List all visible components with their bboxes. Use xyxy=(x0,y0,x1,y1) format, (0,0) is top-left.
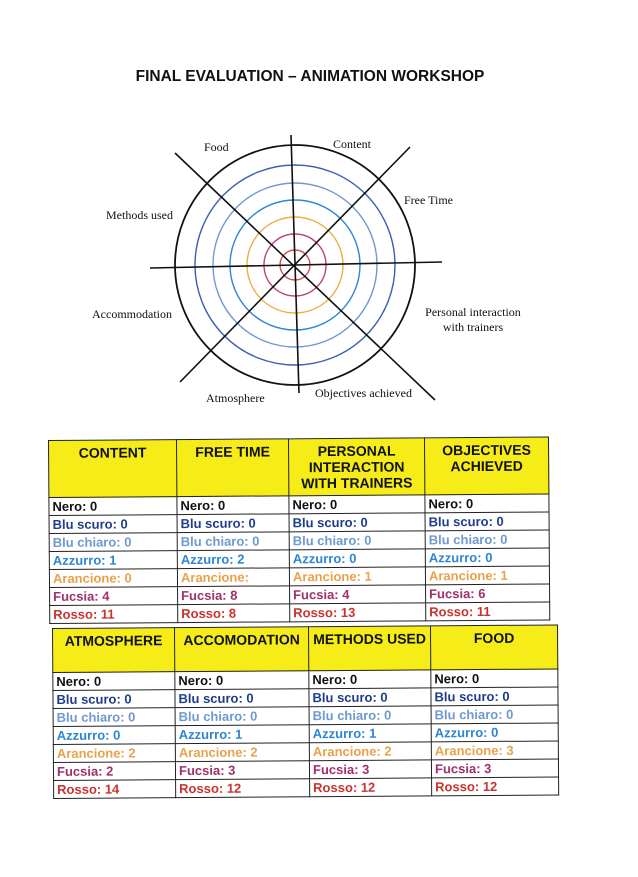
score-cell: Arancione: 2 xyxy=(175,743,309,762)
score-cell: Blu chiaro: 0 xyxy=(425,530,549,549)
evaluation-table-1 xyxy=(48,437,550,624)
score-cell: Blu chiaro: 0 xyxy=(53,708,175,727)
score-cell: Arancione: 0 xyxy=(49,569,177,588)
score-cell: Blu chiaro: 0 xyxy=(177,532,289,551)
header-methods: METHODS USED xyxy=(308,626,430,671)
score-cell: Nero: 0 xyxy=(49,497,177,516)
score-cell: Arancione: 2 xyxy=(309,742,431,761)
table-row xyxy=(54,777,559,799)
score-cell: Rosso: 11 xyxy=(50,605,178,624)
header-free-time: FREE TIME xyxy=(177,439,289,497)
score-cell: Arancione: 1 xyxy=(425,566,549,585)
header-accomodation: ACCOMODATION xyxy=(175,627,309,672)
target-spokes xyxy=(150,135,442,400)
score-cell: Blu scuro: 0 xyxy=(53,690,175,709)
score-cell: Blu scuro: 0 xyxy=(49,515,177,534)
header-food: FOOD xyxy=(430,625,557,670)
score-cell: Arancione: 1 xyxy=(289,567,425,586)
score-cell: Rosso: 12 xyxy=(432,777,559,796)
score-cell: Rosso: 13 xyxy=(290,603,426,622)
table-row xyxy=(50,602,550,623)
score-cell: Rosso: 14 xyxy=(54,780,176,799)
score-cell: Blu chiaro: 0 xyxy=(431,705,558,724)
label-accommodation: Accommodation xyxy=(92,307,172,321)
score-cell: Rosso: 12 xyxy=(310,778,432,797)
score-cell: Azzurro: 1 xyxy=(175,725,309,744)
header-atmosphere: ATMOSPHERE xyxy=(53,628,175,673)
score-cell: Blu scuro: 0 xyxy=(289,513,425,532)
score-cell: Rosso: 11 xyxy=(426,602,550,621)
header-objectives: OBJECTIVES ACHIEVED xyxy=(424,437,548,495)
score-cell: Fucsia: 6 xyxy=(426,584,550,603)
score-cell: Blu scuro: 0 xyxy=(175,689,309,708)
score-cell: Blu scuro: 0 xyxy=(425,512,549,531)
score-cell: Fucsia: 4 xyxy=(290,585,426,604)
score-cell: Blu chiaro: 0 xyxy=(289,531,425,550)
score-cell: Blu scuro: 0 xyxy=(431,687,558,706)
score-cell: Nero: 0 xyxy=(431,669,558,688)
score-cell: Azzurro: 0 xyxy=(425,548,549,567)
score-cell: Nero: 0 xyxy=(53,672,175,691)
score-cell: Fucsia: 3 xyxy=(309,760,431,779)
score-cell: Azzurro: 0 xyxy=(53,726,175,745)
score-cell: Azzurro: 1 xyxy=(309,724,431,743)
evaluation-table-2 xyxy=(52,624,559,799)
label-atmosphere: Atmosphere xyxy=(206,391,265,405)
label-personal: Personal interaction with trainers xyxy=(425,305,521,334)
label-content: Content xyxy=(333,137,371,151)
score-cell: Blu chiaro: 0 xyxy=(309,706,431,725)
score-cell: Arancione: 2 xyxy=(53,744,175,763)
score-cell: Arancione: 3 xyxy=(431,741,558,760)
score-cell: Nero: 0 xyxy=(177,496,289,515)
score-cell: Blu chiaro: 0 xyxy=(175,707,309,726)
score-cell: Nero: 0 xyxy=(175,671,309,690)
score-cell: Fucsia: 4 xyxy=(50,587,178,606)
score-cell: Azzurro: 0 xyxy=(289,549,425,568)
evaluation-target-diagram xyxy=(80,125,560,425)
header-content: CONTENT xyxy=(49,440,177,498)
score-cell: Fucsia: 3 xyxy=(431,759,558,778)
label-food: Food xyxy=(204,140,229,154)
score-cell: Nero: 0 xyxy=(309,670,431,689)
score-cell: Nero: 0 xyxy=(425,494,549,513)
score-cell: Azzurro: 1 xyxy=(49,551,177,570)
score-cell: Blu chiaro: 0 xyxy=(49,533,177,552)
page-title: FINAL EVALUATION – ANIMATION WORKSHOP xyxy=(135,68,485,85)
score-cell: Fucsia: 3 xyxy=(175,761,309,780)
label-free-time: Free Time xyxy=(404,193,454,207)
header-personal: PERSONAL INTERACTION WITH TRAINERS xyxy=(288,438,424,496)
score-cell: Azzurro: 0 xyxy=(431,723,558,742)
score-cell: Fucsia: 8 xyxy=(178,586,290,605)
score-cell: Rosso: 8 xyxy=(178,604,290,623)
score-cell: Rosso: 12 xyxy=(176,779,310,798)
score-cell: Nero: 0 xyxy=(289,495,425,514)
score-cell: Arancione: xyxy=(177,568,289,587)
label-methods: Methods used xyxy=(106,208,173,222)
score-cell: Azzurro: 2 xyxy=(177,550,289,569)
label-objectives: Objectives achieved xyxy=(315,386,412,400)
score-cell: Fucsia: 2 xyxy=(53,762,175,781)
score-cell: Blu scuro: 0 xyxy=(309,688,431,707)
score-cell: Blu scuro: 0 xyxy=(177,514,289,533)
